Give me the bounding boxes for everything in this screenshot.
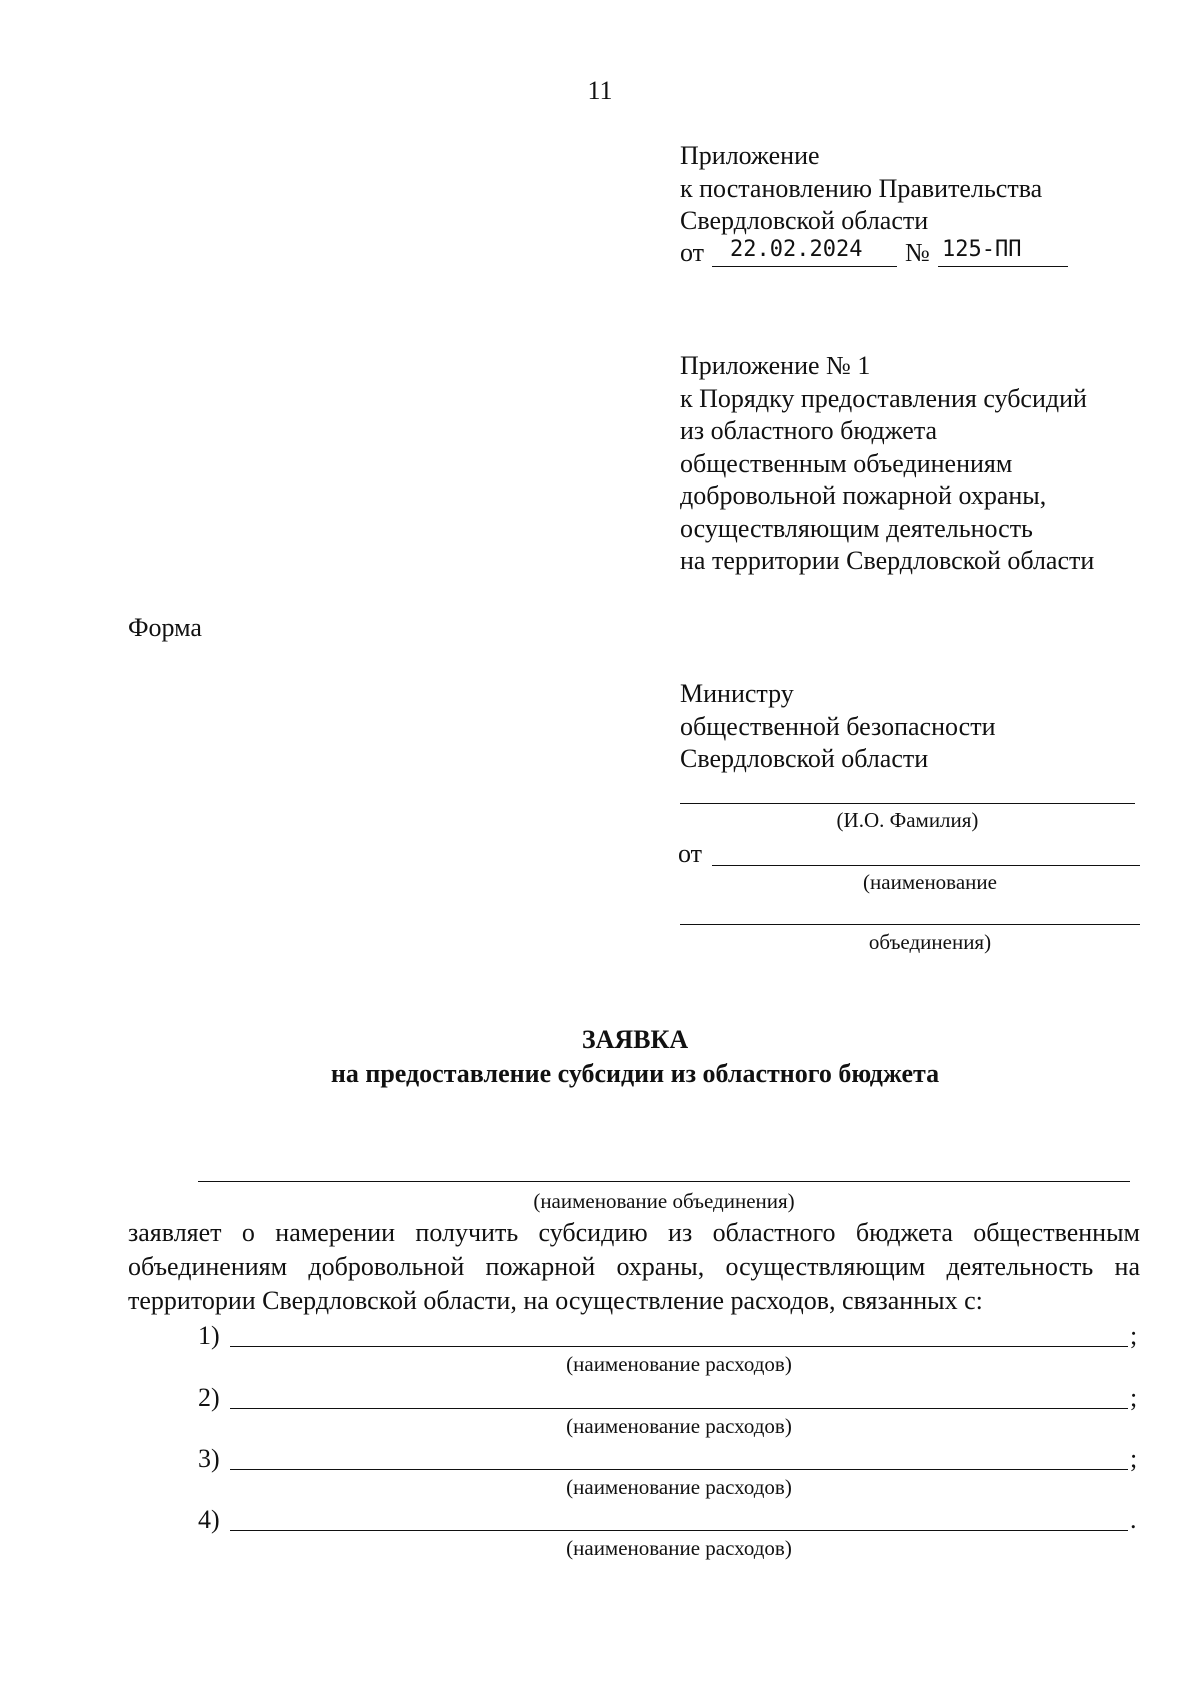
- expense-item-end: .: [1130, 1505, 1137, 1534]
- appendix-1-line: осуществляющим деятельность: [680, 513, 1033, 543]
- appendix-from-label: от: [680, 238, 705, 267]
- org-caption-1: (наименование: [863, 870, 997, 894]
- organization-caption: (наименование объединения): [533, 1189, 795, 1213]
- date-underline: [712, 266, 897, 267]
- expense-item-end: ;: [1130, 1321, 1138, 1350]
- document-title: ЗАЯВКА: [581, 1025, 689, 1054]
- appendix-1-line: к Порядку предоставления субсидий: [680, 383, 1087, 413]
- appendix-1-line: общественным объединениям: [680, 448, 1013, 478]
- appendix-header-line: к постановлению Правительства: [680, 173, 1043, 203]
- appendix-1-block: [680, 350, 1094, 578]
- expense-line: [230, 1469, 1128, 1470]
- document-subtitle: на предоставление субсидии из областного бюджета: [330, 1059, 940, 1088]
- body-line: территории Свердловской области, на осуществление расходов, связанных с:: [128, 1286, 983, 1315]
- addressee-line: Министру: [680, 679, 794, 708]
- org-line-2: [680, 924, 1140, 925]
- organization-line: [198, 1181, 1130, 1182]
- org-caption-2: объединения): [868, 930, 992, 954]
- body-line: объединениям добровольной пожарной охраны, осуществляющим деятельность на: [128, 1252, 1140, 1281]
- expense-item-number: 4): [198, 1505, 220, 1534]
- expense-item-end: ;: [1130, 1444, 1138, 1473]
- appendix-1-line: добровольной пожарной охраны,: [680, 481, 1047, 510]
- addressee-line: Свердловской области: [680, 744, 929, 773]
- appendix-1-line: на территории Свердловской области: [680, 546, 1095, 575]
- expense-line: [230, 1346, 1128, 1347]
- name-line: [680, 803, 1135, 804]
- expense-item-number: 2): [198, 1383, 220, 1412]
- appendix-number: 125-ПП: [942, 237, 1022, 262]
- addressee-from-label: от: [678, 839, 703, 868]
- appendix-1-line: Приложение № 1: [680, 351, 871, 380]
- appendix-1-line: из областного бюджета: [680, 416, 938, 445]
- appendix-header-line: Приложение: [680, 141, 820, 170]
- body-line: заявляет о намерении получить субсидию из областного бюджета общественным: [128, 1218, 1140, 1247]
- expense-caption: (наименование расходов): [566, 1536, 792, 1560]
- expense-item-number: 3): [198, 1444, 220, 1473]
- appendix-header: [680, 140, 1042, 238]
- expense-caption: (наименование расходов): [566, 1475, 792, 1499]
- page-number: 11: [587, 76, 613, 105]
- org-line-1: [712, 865, 1140, 866]
- appendix-date: 22.02.2024: [730, 237, 863, 262]
- expense-line: [230, 1530, 1128, 1531]
- expense-line: [230, 1408, 1128, 1409]
- expense-item-number: 1): [198, 1321, 220, 1350]
- name-caption: (И.О. Фамилия): [836, 808, 979, 832]
- expense-caption: (наименование расходов): [566, 1414, 792, 1438]
- expense-item-end: ;: [1130, 1383, 1138, 1412]
- addressee-block: [680, 678, 995, 776]
- number-underline: [938, 266, 1068, 267]
- form-label: Форма: [128, 613, 202, 642]
- expense-caption: (наименование расходов): [566, 1352, 792, 1376]
- appendix-header-line: Свердловской области: [680, 206, 929, 235]
- appendix-number-label: №: [905, 238, 930, 267]
- addressee-line: общественной безопасности: [680, 711, 996, 741]
